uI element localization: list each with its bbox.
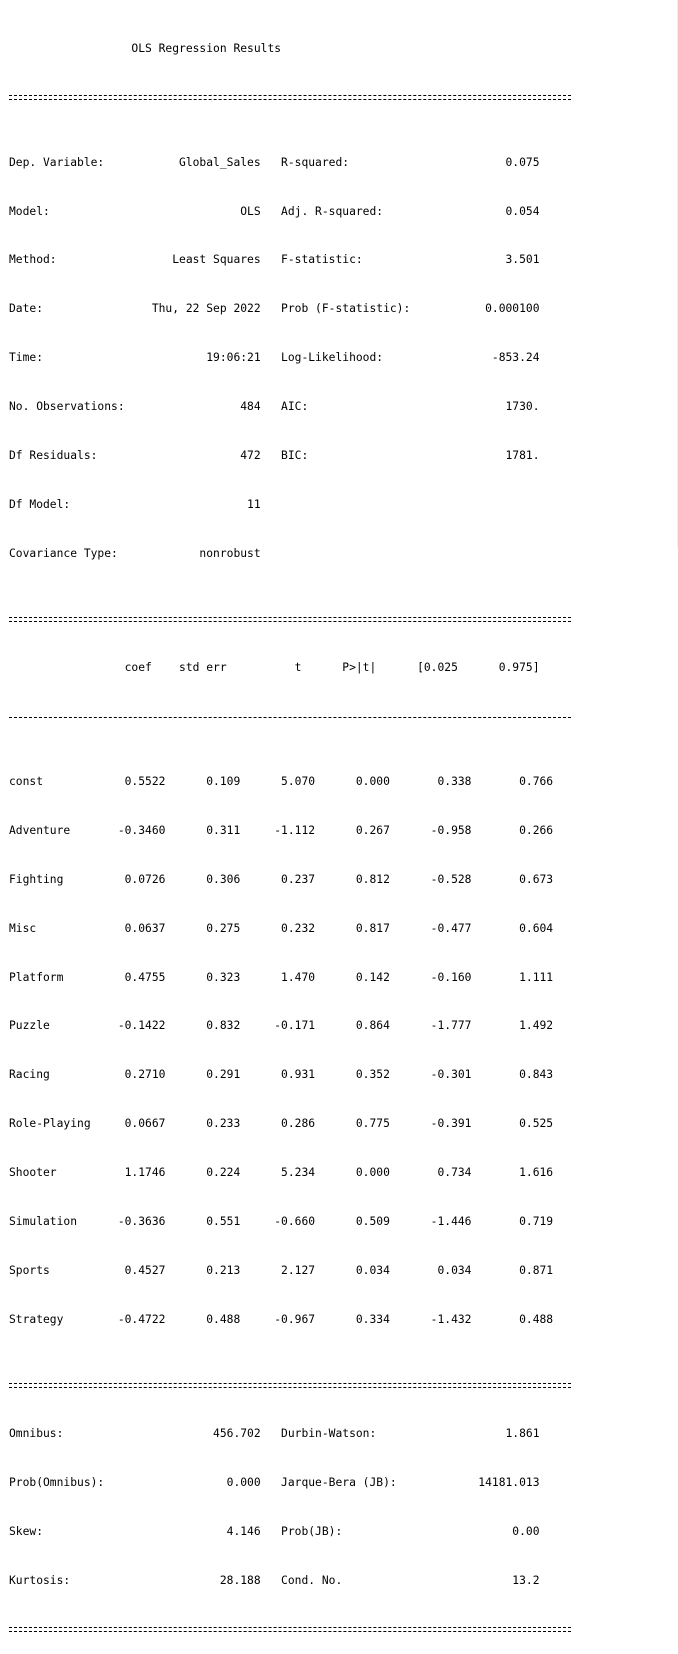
coef-row-misc: Misc 0.0637 0.275 0.232 0.817 -0.477 0.604 xyxy=(9,921,554,935)
coef-table-header: coef std err t P>|t| [0.025 0.975] xyxy=(9,660,540,674)
info-observations: No. Observations: 484 AIC: 1730. xyxy=(9,400,540,414)
ols-summary-output xyxy=(9,8,553,1654)
diag-omnibus: Omnibus: 456.702 Durbin-Watson: 1.861 xyxy=(9,1426,540,1440)
coef-row-adventure: Adventure -0.3460 0.311 -1.112 0.267 -0.958 0.266 xyxy=(9,823,554,837)
coef-row-simulation: Simulation -0.3636 0.551 -0.660 0.509 -1.446 0.719 xyxy=(9,1214,554,1228)
coef-row-fighting: Fighting 0.0726 0.306 0.237 0.812 -0.528 0.673 xyxy=(9,872,554,886)
diag-kurtosis: Kurtosis: 28.188 Cond. No. 13.2 xyxy=(9,1573,540,1587)
diag-prob-omnibus: Prob(Omnibus): 0.000 Jarque-Bera (JB): 14181.013 xyxy=(9,1475,540,1489)
coef-row-shooter: Shooter 1.1746 0.224 5.234 0.000 0.734 1.616 xyxy=(9,1166,554,1180)
double-rule xyxy=(9,1621,553,1637)
single-rule xyxy=(9,709,553,725)
coef-row-platform: Platform 0.4755 0.323 1.470 0.142 -0.160 1.111 xyxy=(9,970,554,984)
coef-row-const: const 0.5522 0.109 5.070 0.000 0.338 0.766 xyxy=(9,774,554,788)
info-dep-variable: Dep. Variable: Global_Sales R-squared: 0.075 xyxy=(9,155,540,169)
info-date: Date: Thu, 22 Sep 2022 Prob (F-statistic): 0.000100 xyxy=(9,302,540,316)
coef-row-role-playing: Role-Playing 0.0667 0.233 0.286 0.775 -0.391 0.525 xyxy=(9,1117,554,1131)
double-rule xyxy=(9,89,553,105)
diag-skew: Skew: 4.146 Prob(JB): 0.00 xyxy=(9,1524,540,1538)
info-df-model: Df Model: 11 xyxy=(9,497,261,511)
coef-row-racing: Racing 0.2710 0.291 0.931 0.352 -0.301 0.843 xyxy=(9,1068,554,1082)
info-time: Time: 19:06:21 Log-Likelihood: -853.24 xyxy=(9,351,540,365)
info-model: Model: OLS Adj. R-squared: 0.054 xyxy=(9,204,540,218)
info-method: Method: Least Squares F-statistic: 3.501 xyxy=(9,253,540,267)
info-covariance: Covariance Type: nonrobust xyxy=(9,546,261,560)
summary-title: OLS Regression Results xyxy=(9,41,282,55)
coef-row-sports: Sports 0.4527 0.213 2.127 0.034 0.034 0.871 xyxy=(9,1263,554,1277)
info-df-residuals: Df Residuals: 472 BIC: 1781. xyxy=(9,449,540,463)
double-rule xyxy=(9,1377,553,1393)
coef-row-strategy: Strategy -0.4722 0.488 -0.967 0.334 -1.432 0.488 xyxy=(9,1312,554,1326)
coef-row-puzzle: Puzzle -0.1422 0.832 -0.171 0.864 -1.777 1.492 xyxy=(9,1019,554,1033)
top-strip xyxy=(0,0,678,3)
double-rule xyxy=(9,611,553,627)
